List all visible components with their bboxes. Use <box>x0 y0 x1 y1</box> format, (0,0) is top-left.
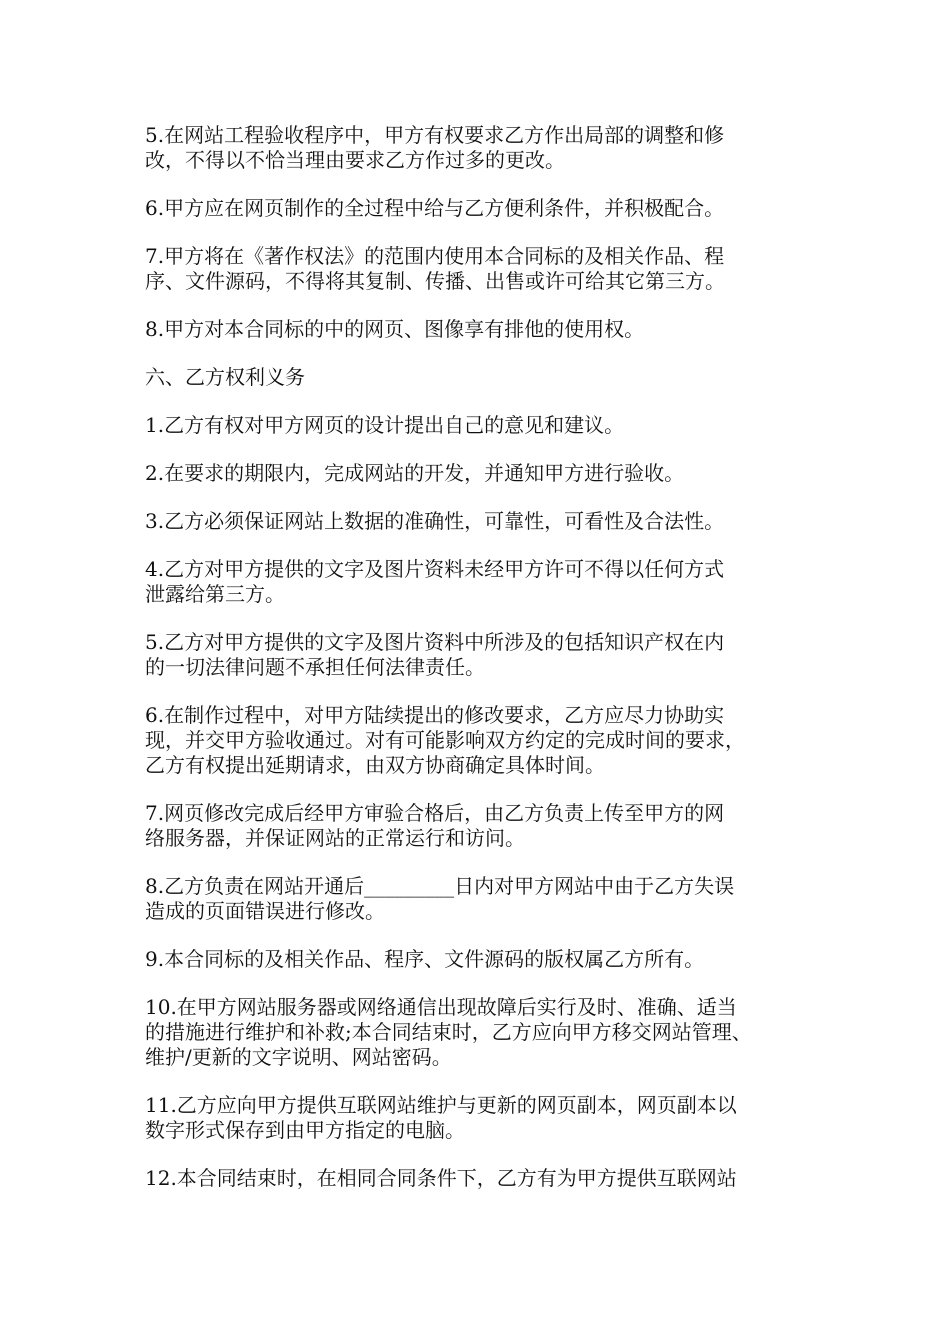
clause-line: 5.乙方对甲方提供的文字及图片资料中所涉及的包括知识产权在内 <box>145 630 725 654</box>
clause-line: 改，不得以不恰当理由要求乙方作过多的更改。 <box>145 148 565 172</box>
clause-line: 12.本合同结束时，在相同合同条件下，乙方有为甲方提供互联网站 <box>145 1166 737 1190</box>
clause-line: 7.网页修改完成后经甲方审验合格后，由乙方负责上传至甲方的网 <box>145 801 725 825</box>
clause-line: 4.乙方对甲方提供的文字及图片资料未经甲方许可不得以任何方式 <box>145 557 725 581</box>
clause-line: 3.乙方必须保证网站上数据的准确性，可靠性，可看性及合法性。 <box>145 509 725 533</box>
contract-clause <box>145 196 815 221</box>
clause-line: 9.本合同标的及相关作品、程序、文件源码的版权属乙方所有。 <box>145 947 705 971</box>
contract-clause <box>145 317 815 342</box>
clause-line: 8.甲方对本合同标的中的网页、图像享有排他的使用权。 <box>145 317 645 341</box>
clause-line: 序、文件源码，不得将其复制、传播、出售或许可给其它第三方。 <box>145 269 725 293</box>
document-body <box>145 123 815 1214</box>
clause-line: 络服务器，并保证网站的正常运行和访问。 <box>145 826 525 850</box>
clause-line: 泄露给第三方。 <box>145 582 285 606</box>
contract-clause <box>145 874 815 924</box>
clause-line: 维护/更新的文字说明、网站密码。 <box>145 1045 452 1069</box>
contract-clause <box>145 365 815 390</box>
clause-line: 11.乙方应向甲方提供互联网站维护与更新的网页副本，网页副本以 <box>145 1093 737 1117</box>
clause-line: 的措施进行维护和补救;本合同结束时，乙方应向甲方移交网站管理、 <box>145 1020 752 1044</box>
clause-line: 现，并交甲方验收通过。对有可能影响双方约定的完成时间的要求， <box>145 728 745 752</box>
contract-clause <box>145 801 815 851</box>
clause-line: 6.甲方应在网页制作的全过程中给与乙方便利条件，并积极配合。 <box>145 196 725 220</box>
contract-clause <box>145 509 815 534</box>
clause-line: 2.在要求的期限内，完成网站的开发，并通知甲方进行验收。 <box>145 461 685 485</box>
clause-line: 1.乙方有权对甲方网页的设计提出自己的意见和建议。 <box>145 413 625 437</box>
clause-line: 数字形式保存到由甲方指定的电脑。 <box>145 1118 465 1142</box>
contract-clause <box>145 947 815 972</box>
contract-clause <box>145 557 815 607</box>
contract-clause <box>145 461 815 486</box>
contract-clause <box>145 995 815 1070</box>
clause-line: 的一切法律问题不承担任何法律责任。 <box>145 655 485 679</box>
clause-line: 六、乙方权利义务 <box>145 365 305 389</box>
contract-clause <box>145 123 815 173</box>
contract-clause <box>145 703 815 778</box>
clause-line: 乙方有权提出延期请求，由双方协商确定具体时间。 <box>145 753 605 777</box>
contract-clause <box>145 413 815 438</box>
clause-line: 10.在甲方网站服务器或网络通信出现故障后实行及时、准确、适当 <box>145 995 737 1019</box>
clause-line: 5.在网站工程验收程序中，甲方有权要求乙方作出局部的调整和修 <box>145 123 725 147</box>
contract-clause <box>145 1093 815 1143</box>
clause-line: 造成的页面错误进行修改。 <box>145 899 385 923</box>
contract-clause <box>145 630 815 680</box>
clause-line: 6.在制作过程中，对甲方陆续提出的修改要求，乙方应尽力协助实 <box>145 703 725 727</box>
clause-line: 7.甲方将在《著作权法》的范围内使用本合同标的及相关作品、程 <box>145 244 725 268</box>
contract-clause <box>145 244 815 294</box>
clause-line: 8.乙方负责在网站开通后_________日内对甲方网站中由于乙方失误 <box>145 874 735 898</box>
contract-clause <box>145 1166 815 1191</box>
